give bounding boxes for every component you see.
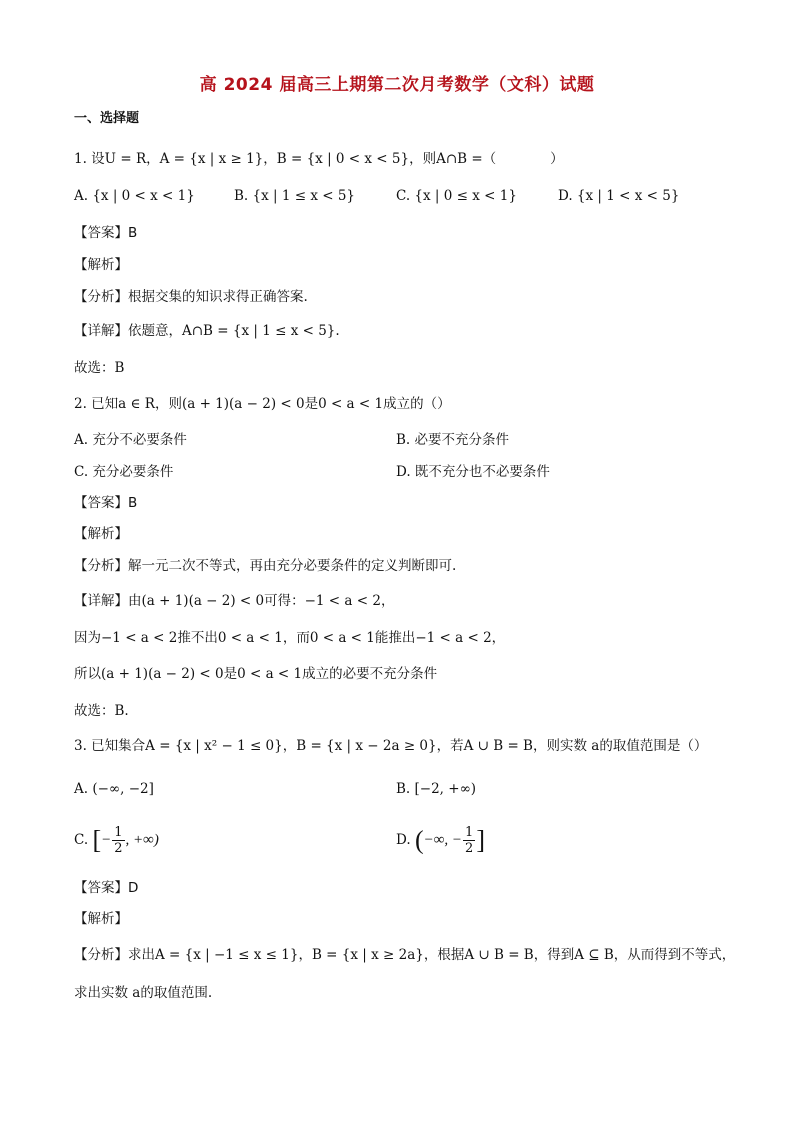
q3-option-b: B. [−2, +∞) <box>396 781 477 797</box>
q3-option-c-prefix: C. <box>74 832 89 848</box>
q3-option-c-fraction <box>112 825 124 856</box>
q2-detail: 【详解】由(a + 1)(a − 2) < 0可得：−1 < a < 2， <box>74 593 395 609</box>
q1-option-c: C. {x | 0 ≤ x < 1} <box>396 188 517 204</box>
q2-jiexi-heading: 【解析】 <box>74 526 128 542</box>
q2-analysis: 【分析】解一元二次不等式，再由充分必要条件的定义判断即可. <box>74 558 457 574</box>
q3-option-c-numerator: 1 <box>114 825 123 840</box>
q2-option-b: B. 必要不充分条件 <box>396 432 510 448</box>
q1-option-d: D. {x | 1 < x < 5} <box>558 188 680 204</box>
q3-option-d-denominator: 2 <box>465 841 474 856</box>
q2-detail-line2: 因为−1 < a < 2推不出0 < a < 1，而0 < a < 1能推出−1 < a < 2， <box>74 630 506 646</box>
q3-option-d-head: −∞, − <box>423 832 463 848</box>
page-title: 高 2024 届高三上期第二次月考数学（文科）试题 <box>199 75 595 95</box>
q2-detail-line3: 所以(a + 1)(a − 2) < 0是0 < a < 1成立的必要不充分条件 <box>74 666 438 682</box>
q3-option-c-bracket: [ <box>92 825 102 855</box>
question-1-stem: 1. 设U = R，A = {x | x ≥ 1}，B = {x | 0 < x < 5}，则A∩B =（ ） <box>74 151 564 167</box>
question-3-stem: 3. 已知集合A = {x | x² − 1 ≤ 0}，B = {x | x − 2a ≥ 0}，若A ∪ B = B，则实数 a的取值范围是（） <box>74 738 708 754</box>
q3-option-d-paren: ( <box>414 825 424 855</box>
q3-option-d-prefix: D. <box>396 832 411 848</box>
q2-option-c: C. 充分必要条件 <box>74 464 174 480</box>
q3-option-a: A. (−∞, −2] <box>74 781 154 797</box>
q3-option-d-numerator: 1 <box>465 825 474 840</box>
q3-option-d-fraction <box>463 825 475 856</box>
q1-option-a: A. {x | 0 < x < 1} <box>74 188 195 204</box>
q3-option-c-tail: , +∞) <box>125 832 159 848</box>
q3-answer: 【答案】D <box>74 880 139 896</box>
q2-choice: 故选：B. <box>74 703 129 719</box>
q1-choice: 故选：B <box>74 360 125 376</box>
q3-option-d <box>396 822 485 859</box>
q3-option-c <box>74 822 159 859</box>
section-heading: 一、选择题 <box>74 111 140 126</box>
q1-answer: 【答案】B <box>74 225 138 241</box>
q1-analysis: 【分析】根据交集的知识求得正确答案. <box>74 289 308 305</box>
q3-option-d-bracket: ] <box>476 825 485 855</box>
q1-detail: 【详解】依题意，A∩B = {x | 1 ≤ x < 5}. <box>74 323 340 339</box>
q3-analysis: 【分析】求出A = {x | −1 ≤ x ≤ 1}，B = {x | x ≥ 2a}，根据A ∪ B = B，得到A ⊆ B，从而得到不等式， <box>74 947 736 963</box>
question-2-stem: 2. 已知a ∈ R，则(a + 1)(a − 2) < 0是0 < a < 1成立的（） <box>74 396 451 412</box>
q2-option-a: A. 充分不必要条件 <box>74 432 187 448</box>
q2-option-d: D. 既不充分也不必要条件 <box>396 464 550 480</box>
q3-analysis-line2: 求出实数 a的取值范围. <box>74 985 213 1001</box>
q1-jiexi-heading: 【解析】 <box>74 257 128 273</box>
q3-option-c-denominator: 2 <box>114 841 123 856</box>
q3-jiexi-heading: 【解析】 <box>74 911 128 927</box>
q3-option-c-sign: − <box>101 832 112 848</box>
q2-answer: 【答案】B <box>74 495 138 511</box>
q1-option-b: B. {x | 1 ≤ x < 5} <box>234 188 356 204</box>
